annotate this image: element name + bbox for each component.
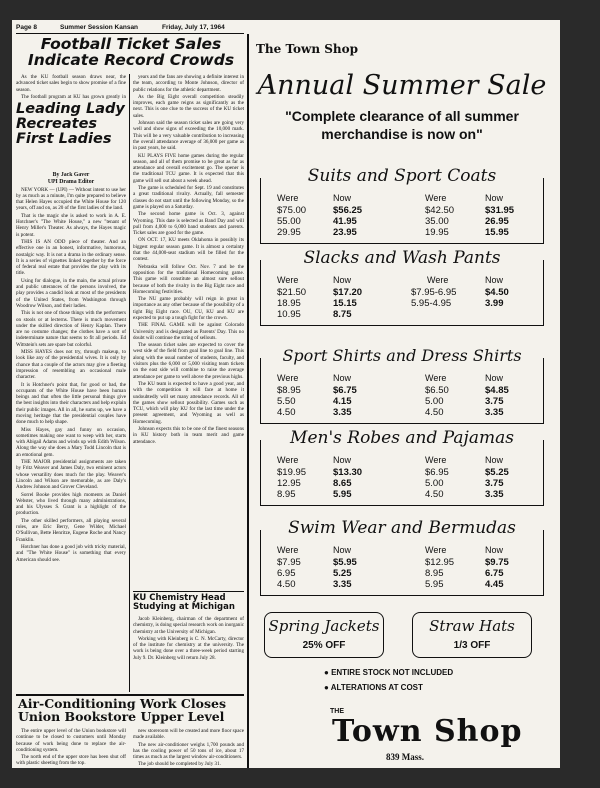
price: 8.95 — [425, 568, 444, 579]
price: 26.95 — [485, 216, 509, 227]
price: 8.65 — [333, 478, 352, 489]
article-paragraph: The north end of the upper store has been shut off with plastic sheeting from the top. — [16, 754, 126, 767]
sale-title: Annual Summer Sale — [257, 70, 547, 101]
now-label: Now — [485, 545, 504, 555]
first-lady-column — [16, 172, 126, 692]
price: $21.50 — [277, 287, 307, 298]
article-paragraph: That is the magic she is asked to work in A. E. Hotchner's "The White House," a new "tenant of Henry Miller's Theater. As always, the Hayes magic is potent. — [16, 212, 126, 238]
now-label: Now — [485, 275, 504, 285]
now-prices-right — [485, 193, 514, 238]
article-paragraph: THE MAJOR presidential assignments are taken by Fritz Weaver and James Daly, two eminent actors whose versatility does much for the play. Weaver's Lincoln and Wilson are memorable, as are Daly's Andrew Johnson and Grover Cleveland. — [16, 459, 126, 491]
article-paragraph: Miss Hayes, gay and funny on occasion, sometimes making one want to weep with her, starts with Abigail Adams and winds up with Edith Wilson. Along the way she does a Mary Todd Lincoln that is an emotional gem. — [16, 426, 126, 458]
aircon-headline: Air-Conditioning Work Closes Union Bookstore Upper Level — [18, 696, 226, 725]
article-paragraph: Jacob Kleinberg, chairman of the department of chemistry, is doing special research work on inorganic chemistry at the University of Michigan. — [133, 616, 244, 635]
now-label: Now — [333, 545, 352, 555]
story-rule — [133, 591, 244, 592]
bullet-stock: ● ENTIRE STOCK NOT INCLUDED — [324, 668, 454, 677]
now-prices-left — [333, 193, 362, 238]
were-prices-left — [277, 545, 301, 590]
price: 41.95 — [333, 216, 357, 227]
price: 23.95 — [333, 227, 357, 238]
now-prices-left — [333, 373, 357, 418]
article-paragraph: As the Big Eight overall competition steadily improves, each game reigns as significantly as the next. This is one clue to the success of the KU ticket sales. — [133, 93, 244, 119]
price: $56.25 — [333, 205, 363, 216]
now-label: Now — [333, 275, 352, 285]
now-prices-right — [485, 545, 509, 590]
were-prices-right — [425, 373, 449, 418]
football-right-column — [133, 74, 244, 589]
were-prices-left — [277, 455, 306, 500]
were-label: Were — [425, 545, 447, 555]
price: 3.35 — [333, 407, 352, 418]
price: $4.50 — [485, 287, 509, 298]
article-paragraph: KU PLAYS FIVE home games during the regular season, and all of them promise to be great as far as attendance and overall excitement go. The opener is the traditional TCU game. It is expected that this game will sell out about a week ahead. — [133, 152, 244, 184]
article-paragraph: Using for dialogue, in the main, the actual private and public utterances of the persons involved, the play provides a candid look at most of the presidents of the United States, from Washington through Woodrow Wilson, and their ladies. — [16, 277, 126, 309]
were-prices-left — [277, 373, 301, 418]
were-label: Were — [277, 275, 299, 285]
price: 3.75 — [485, 478, 504, 489]
chemistry-column — [133, 616, 244, 692]
article-paragraph: ON OCT. 17, KU meets Oklahoma in possibly its biggest regular season game. It is almost a certainty that the 44,000-seat stadium will be filled for the contest. — [133, 237, 244, 263]
sale-section-swimwear — [260, 518, 544, 596]
issue-date: Friday, July 17, 1964 — [162, 24, 225, 31]
price: $6.95 — [425, 467, 449, 478]
price: 5.95 — [333, 489, 352, 500]
price: $6.50 — [425, 385, 449, 396]
were-label: Were — [277, 545, 299, 555]
article-paragraph: new storeroom will be created and more floor space made available. — [133, 728, 244, 741]
price: 5.95-4.95 — [411, 298, 452, 309]
first-lady-headline: Leading Lady Recreates First Ladies — [16, 101, 125, 148]
price: 5.50 — [277, 396, 296, 407]
article-paragraph: The entire upper level of the Union bookstore will continue to be closed to customers until Monday because of work being done to replace the air-conditioning system. — [16, 728, 126, 753]
price: $8.95 — [277, 385, 301, 396]
were-prices-right — [425, 193, 454, 238]
now-label: Now — [485, 193, 504, 203]
aircon-left-column — [16, 728, 126, 768]
price: $4.85 — [485, 385, 509, 396]
price: 6.75 — [485, 568, 504, 579]
price: 5.00 — [425, 396, 444, 407]
price: 12.95 — [277, 478, 301, 489]
article-paragraph: The game is scheduled for Sept. 19 and constitutes a great traditional rivalry. Actually, fall semester classes do not start until the following Monday, so the game is played on a Saturday. — [133, 185, 244, 210]
price: $7.95 — [277, 557, 301, 568]
store-logo-small: The Town Shop — [256, 42, 359, 56]
article-paragraph: The new air-conditioner weighs 1,700 pounds and has the cooling power of 50 tons of ice, about 17 times as much as the largest window air-conditioners. — [133, 741, 244, 761]
price: $9.75 — [485, 557, 509, 568]
bullet-alterations: ● ALTERATIONS AT COST — [324, 683, 423, 692]
price: $6.75 — [333, 385, 357, 396]
price: 4.50 — [277, 407, 296, 418]
sale-section-suits — [260, 166, 544, 244]
now-prices-right — [485, 455, 509, 500]
sale-section-shirts — [260, 346, 544, 424]
price: 4.50 — [425, 489, 444, 500]
store-logo: Town Shop — [332, 714, 523, 749]
were-label: Were — [425, 193, 447, 203]
price: 10.95 — [277, 309, 301, 320]
football-left-column — [16, 74, 126, 100]
price: 15.15 — [333, 298, 357, 309]
were-label: Were — [277, 455, 299, 465]
aircon-right-column — [133, 728, 244, 768]
price: 18.95 — [277, 298, 301, 309]
sale-subtitle-1: "Complete clearance of all summer — [285, 108, 519, 124]
jackets-offer: 25% OFF — [302, 640, 346, 651]
price: $7.95-6.95 — [411, 287, 457, 298]
bullet-text: ENTIRE STOCK NOT INCLUDED — [331, 668, 454, 677]
hats-offer: 1/3 OFF — [453, 640, 491, 651]
article-paragraph: Working with Kleinberg is C. N. McCarty, director of the institute for chemistry at the university. The work is being done over a three-week period starting July 9. Dr. Kleinberg will return July 28. — [133, 635, 244, 661]
price: 8.95 — [277, 489, 296, 500]
were-label: Were — [425, 373, 447, 383]
sale-section-robes — [260, 428, 544, 506]
page-number: Page 8 — [16, 24, 37, 31]
header-rule — [16, 33, 244, 34]
byline: By Jack Gaver — [52, 172, 90, 178]
section-title: Suits and Sport Coats — [261, 166, 543, 186]
now-prices-right — [485, 275, 509, 309]
were-prices-right — [425, 545, 454, 590]
were-prices-right — [425, 455, 449, 500]
chemistry-headline: KU Chemistry Head Studying at Michigan — [133, 593, 235, 612]
article-paragraph: THE FINAL GAME will be against Colorado University and is designated as Parents' Day. This no doubt will continue the string of sellouts. — [133, 322, 244, 341]
article-paragraph: Nebraska will follow Oct. Nov. 7 and be the opposition for the traditional Homecoming game. This game will constitute an almost sure sellout because of both the rivalry in the Big Eight race and Homecoming festivities. — [133, 263, 244, 295]
article-paragraph: Hotchner has done a good job with tricky material, and "The White House" is something that every American should see. — [16, 543, 126, 563]
price: 4.15 — [333, 396, 352, 407]
hats-title: Straw Hats — [429, 617, 515, 635]
now-prices-left — [333, 545, 357, 590]
price: 29.95 — [277, 227, 301, 238]
section-title: Swim Wear and Bermudas — [261, 518, 543, 538]
article-paragraph: The season ticket sales are expected to cover the west side of the field from goal line to goal line. This along with the usual number of students, faculty, and visitors plus the 6,000 or 5,000 visiting team tickets on the east side will combine to raise the average attendance per game to well above the previous highs. — [133, 342, 244, 380]
price: $5.95 — [333, 557, 357, 568]
ad-divider — [247, 34, 249, 768]
price: $31.95 — [485, 205, 515, 216]
jackets-title: Spring Jackets — [268, 617, 380, 635]
price: 4.50 — [425, 407, 444, 418]
now-prices-left — [333, 275, 362, 320]
price: 4.50 — [277, 579, 296, 590]
were-prices-right — [411, 275, 456, 309]
football-headline: Football Ticket Sales Indicate Record Crowds — [27, 35, 235, 70]
price: 5.25 — [333, 568, 352, 579]
article-paragraph: The NU game probably will reign in great in importance as any other because of the possibility of a tight Big Eight race. OU, CU, KU and KU are expected to put up a tough fight for the crown. — [133, 296, 244, 321]
article-paragraph: Johnson said the season ticket sales are going very well and show signs of exceeding the 10,000 mark. This will be a very valuable contribution to increasing the overall attendance average of 36,000 per game as in past years, he said. — [133, 120, 244, 152]
spring-jackets-box — [264, 612, 384, 658]
price: 35.00 — [425, 216, 449, 227]
price: $17.20 — [333, 287, 363, 298]
article-paragraph: The football program at KU has grown greatly in — [21, 93, 126, 100]
price: 3.75 — [485, 396, 504, 407]
section-title: Slacks and Wash Pants — [261, 248, 543, 268]
article-paragraph: THIS IS AN ODD piece of theater. And an effective one in an honest, informative, humorous, nostalgic way. It is not a drama in the ordinary sense. It is a series of vignettes linked together by the force of federal real estate that provides the play with its title. — [16, 238, 126, 277]
article-paragraph: years and the fans are showing a definite interest in the team, according to Monte Johnson, director of public relations for the athletic department. — [133, 74, 244, 93]
price: $75.00 — [277, 205, 307, 216]
now-prices-left — [333, 455, 362, 500]
bullet-text: ALTERATIONS AT COST — [330, 683, 423, 692]
paper-name: Summer Session Kansan — [60, 24, 139, 31]
price: 3.35 — [333, 579, 352, 590]
section-title: Men's Robes and Pajamas — [261, 428, 543, 448]
were-label: Were — [277, 373, 299, 383]
article-paragraph: It is Hotchner's point that, for good or bad, the occupants of the White House have been human beings and that often the little personal things give the best insights into their characters and help explain their public images. All in all, he sums up, we have a moving heritage that the presidential couples have done much to help shape. — [16, 381, 126, 426]
were-label: Were — [427, 275, 449, 285]
article-paragraph: NEW YORK — (UPI) — Without intent to use her by as much as a minute, I'm quite prepared to believe that Helen Hayes occupied the White House for 120 years, off and on, as 20 of the first ladies of the land. — [16, 186, 126, 212]
now-label: Now — [333, 455, 352, 465]
were-prices-left — [277, 193, 306, 238]
price: 3.35 — [485, 407, 504, 418]
price: 6.95 — [277, 568, 296, 579]
sale-section-slacks — [260, 248, 544, 326]
price: 8.75 — [333, 309, 352, 320]
article-paragraph: The other skilled performers, all playing several roles, are Eric Berry, Gene Wilder, Michael O'Sullivan, Bette Henritze, Eugene Roche and Nancy Franklin. — [16, 517, 126, 543]
article-paragraph: Johnson expects this to be one of the finest seasons in KU history both in team merit and game attendance. — [133, 426, 244, 445]
store-address: 839 Mass. — [386, 752, 424, 762]
now-label: Now — [333, 193, 352, 203]
section-title: Sport Shirts and Dress Shirts — [261, 346, 543, 365]
now-label: Now — [485, 455, 504, 465]
article-paragraph: As the KU football season draws near, the advanced ticket sales begin to show promise of a fine season. — [16, 74, 126, 93]
price: 15.95 — [485, 227, 509, 238]
price: $5.25 — [485, 467, 509, 478]
price: 55.00 — [277, 216, 301, 227]
now-label: Now — [333, 373, 352, 383]
article-paragraph: The second home game is Oct. 3, against Wyoming. This date is selected as Band Day and will pull from 4,000 to 6,000 band students and parents. Ticket sales are good for the game. — [133, 211, 244, 237]
article-paragraph: The KU team is expected to have a good year, and with the competition it will face at home it undoubtedly will set many attendance records. All of the games show sellout possibility. Games such as TCU, which will play KU for the last time under the present agreement, and Wyoming as well as Homecoming. — [133, 380, 244, 425]
article-paragraph: The job should be completed by July 31. — [138, 761, 221, 768]
price: 5.00 — [425, 478, 444, 489]
price: 5.95 — [425, 579, 444, 590]
now-prices-right — [485, 373, 509, 418]
article-paragraph: MISS HAYES does not try, through makeup, to look like any of the presidential wives. It is only by chance that a couple of the actors may give a fleeting impression of resembling an occasional male character. — [16, 349, 126, 381]
price: 4.45 — [485, 579, 504, 590]
were-label: Were — [425, 455, 447, 465]
price: $42.50 — [425, 205, 455, 216]
article-paragraph: Sorrel Booke provides high moments as Daniel Webster, who lived through many administrations, and his Ulysses S. Grant is a highlight of the production. — [16, 491, 126, 517]
price: $12.95 — [425, 557, 455, 568]
price: 19.95 — [425, 227, 449, 238]
now-label: Now — [485, 373, 504, 383]
were-label: Were — [277, 193, 299, 203]
price: $19.95 — [277, 467, 307, 478]
price: $13.30 — [333, 467, 363, 478]
straw-hats-box — [412, 612, 532, 658]
sale-subtitle-2: merchandise is now on" — [321, 126, 483, 142]
column-divider — [129, 74, 130, 692]
price: 3.35 — [485, 489, 504, 500]
price: 3.99 — [485, 298, 504, 309]
newspaper-page — [12, 20, 560, 768]
were-prices-left — [277, 275, 306, 320]
article-paragraph: This is not one of those things with the performers on stools or at lecterns. There is much movement under the skilled direction of Henry Kaplan. There are no costume changes; the clothes have a sort of indeterminate nature that seems to fit all periods. Ed Wittstein's sets are spare but colorful. — [16, 310, 126, 348]
logo-the: THE — [330, 708, 344, 715]
byline-title: UPI Drama Editor — [47, 179, 95, 186]
